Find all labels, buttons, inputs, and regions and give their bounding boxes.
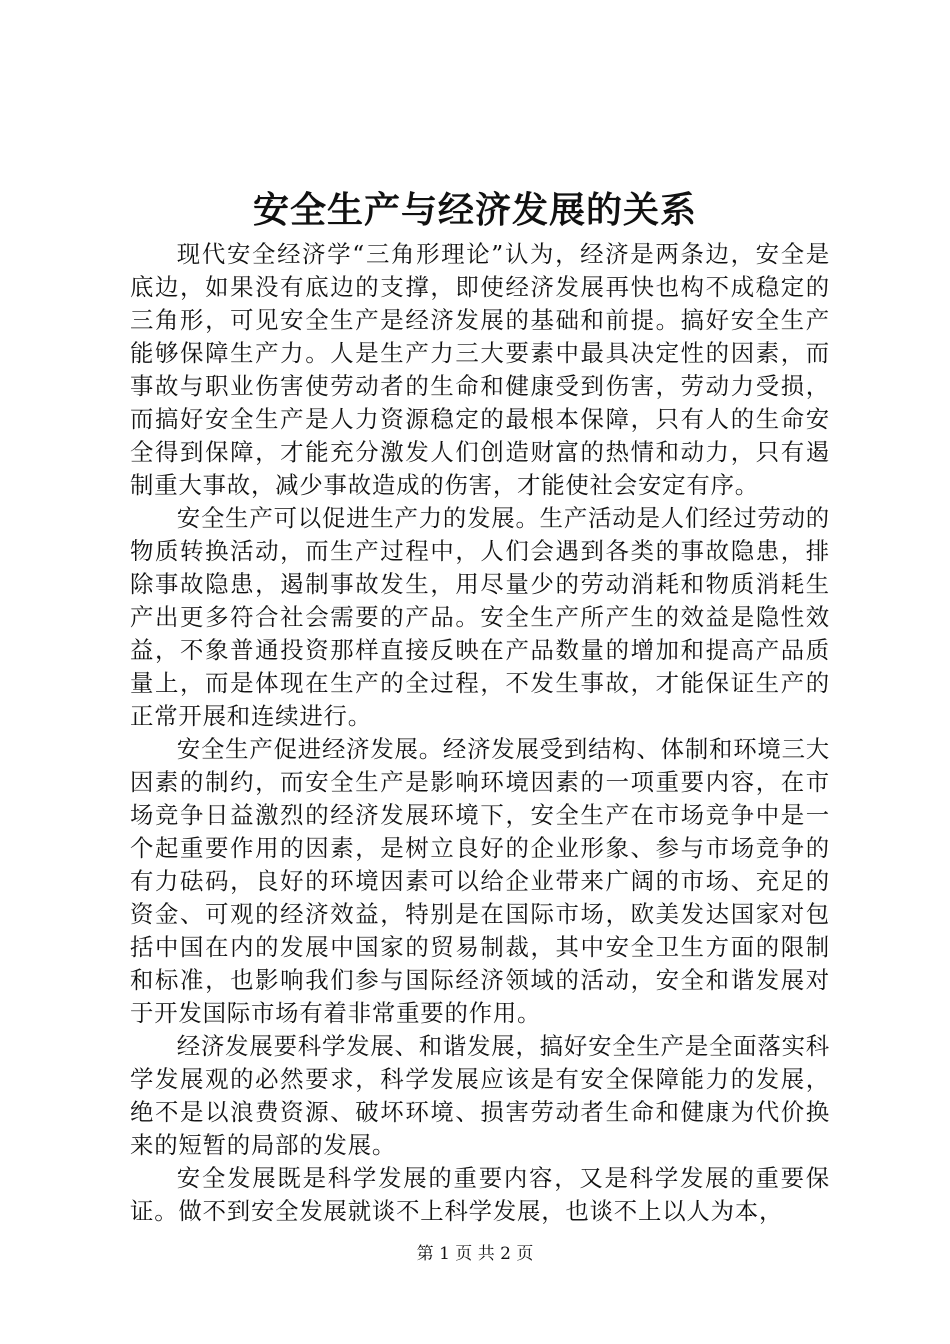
- paragraph-2: 安全生产可以促进生产力的发展。生产活动是人们经过劳动的物质转换活动，而生产过程中，人们会遇到各类的事故隐患，排除事故隐患，遏制事故发生，用尽量少的劳动消耗和物质消耗生产出更多符合社会需要的产品。安全生产所产生的效益是隐性效益，不象普通投资那样直接反映在产品数量的增加和提高产品质量上，而是体现在生产的全过程，不发生事故，才能保证生产的正常开展和连续进行。: [130, 504, 830, 730]
- paragraph-5: 安全发展既是科学发展的重要内容，又是科学发展的重要保证。做不到安全发展就谈不上科学发展，也谈不上以人为本，: [130, 1164, 830, 1225]
- page-title: 安全生产与经济发展的关系: [252, 189, 697, 231]
- document-body: [130, 238, 830, 1228]
- paragraph-4: 经济发展要科学发展、和谐发展，搞好安全生产是全面落实科学发展观的必然要求，科学发展应该是有安全保障能力的发展，绝不是以浪费资源、破坏环境、损害劳动者生命和健康为代价换来的短暂的局部的发展。: [130, 1032, 830, 1159]
- paragraph-3: 安全生产促进经济发展。经济发展受到结构、体制和环境三大因素的制约，而安全生产是影响环境因素的一项重要内容，在市场竞争日益激烈的经济发展环境下，安全生产在市场竞争中是一个起重要作用的因素，是树立良好的企业形象、参与市场竞争的有力砝码，良好的环境因素可以给企业带来广阔的市场、充足的资金、可观的经济效益，特别是在国际市场，欧美发达国家对包括中国在内的发展中国家的贸易制裁，其中安全卫生方面的限制和标准，也影响我们参与国际经济领域的活动，安全和谐发展对于开发国际市场有着非常重要的作用。: [130, 735, 830, 1027]
- page-footer: 第 1 页 共 2 页: [416, 1244, 534, 1264]
- paragraph-1: 现代安全经济学“三角形理论”认为，经济是两条边，安全是底边，如果没有底边的支撑，即使经济发展再快也构不成稳定的三角形，可见安全生产是经济发展的基础和前提。搞好安全生产能够保障生产力。人是生产力三大要素中最具决定性的因素，而事故与职业伤害使劳动者的生命和健康受到伤害，劳动力受损，而搞好安全生产是人力资源稳定的最根本保障，只有人的生命安全得到保障，才能充分激发人们创造财富的热情和动力，只有遏制重大事故，减少事故造成的伤害，才能使社会安定有序。: [130, 240, 830, 499]
